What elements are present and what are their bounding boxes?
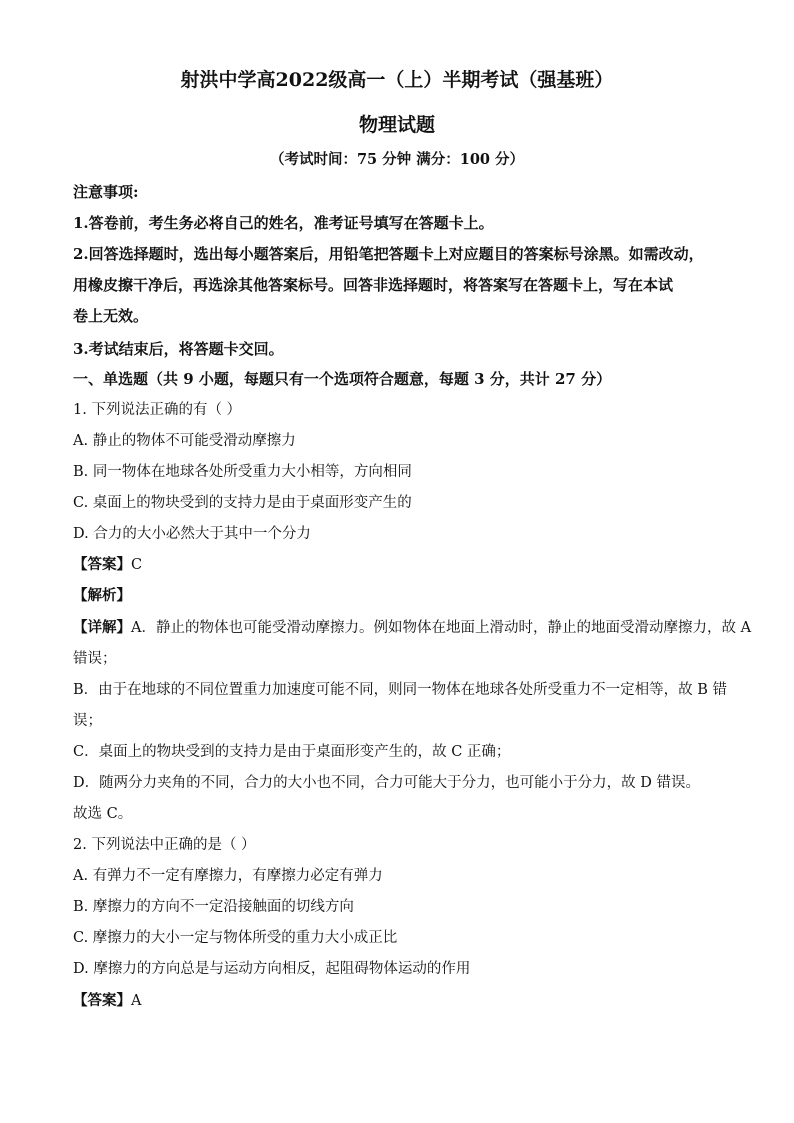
question-stem: 1. 下列说法正确的有（ ） — [73, 402, 242, 418]
detail-line: 故选 C。 — [73, 806, 133, 822]
question-stem: 2. 下列说法中正确的是（ ） — [73, 837, 256, 853]
exam-info: （考试时间：75 分钟 满分：100 分） — [269, 151, 525, 168]
option: C. 桌面上的物块受到的支持力是由于桌面形变产生的 — [73, 495, 412, 511]
detail-label: 【详解】 — [73, 619, 131, 636]
option: A. 有弹力不一定有摩擦力，有摩擦力必定有弹力 — [73, 868, 383, 884]
notes-heading: 注意事项: — [73, 183, 139, 201]
answer-value: A — [131, 993, 142, 1009]
note-item: 1.答卷前，考生务必将自己的姓名，准考证号填写在答题卡上。 — [73, 214, 494, 232]
option: A. 静止的物体不可能受滑动摩擦力 — [73, 433, 296, 449]
option: B. 同一物体在地球各处所受重力大小相等，方向相同 — [73, 464, 412, 480]
analysis-label: 【解析】 — [73, 587, 131, 604]
answer-line — [73, 991, 141, 1011]
detail-line — [73, 618, 751, 638]
detail-line: B．由于在地球的不同位置重力加速度可能不同，则同一物体在地球各处所受重力不一定相等，故 B 错 — [73, 682, 728, 698]
option: C. 摩擦力的大小一定与物体所受的重力大小成正比 — [73, 930, 398, 946]
note-item: 用橡皮擦干净后，再选涂其他答案标号。回答非选择题时，将答案写在答题卡上，写在本试 — [73, 276, 674, 294]
detail-line: D．随两分力夹角的不同，合力的大小也不同，合力可能大于分力，也可能小于分力，故 D 错误。 — [73, 775, 700, 791]
answer-value: C — [131, 557, 143, 573]
section-heading: 一、单选题（共 9 小题，每题只有一个选项符合题意，每题 3 分，共计 27 分） — [73, 370, 612, 388]
option: B. 摩擦力的方向不一定沿接触面的切线方向 — [73, 899, 354, 915]
detail-line: 误； — [73, 713, 102, 729]
note-item: 卷上无效。 — [73, 307, 149, 325]
detail-line: C．桌面上的物块受到的支持力是由于桌面形变产生的，故 C 正确； — [73, 744, 511, 760]
detail-text: A．静止的物体也可能受滑动摩擦力。例如物体在地面上滑动时，静止的地面受滑动摩擦力，故 A — [131, 620, 752, 636]
option: D. 摩擦力的方向总是与运动方向相反，起阻碍物体运动的作用 — [73, 961, 471, 977]
detail-line: 错误； — [73, 651, 117, 667]
option: D. 合力的大小必然大于其中一个分力 — [73, 526, 311, 542]
answer-line — [73, 555, 142, 575]
note-item: 2.回答选择题时，选出每小题答案后，用铅笔把答题卡上对应题目的答案标号涂黑。如需改动， — [73, 245, 704, 263]
subject-title: 物理试题 — [358, 114, 435, 136]
note-item: 3.考试结束后，将答题卡交回。 — [73, 340, 284, 358]
answer-label: 【答案】 — [73, 992, 131, 1009]
exam-title: 射洪中学高2022级高一（上）半期考试（强基班） — [180, 69, 614, 91]
answer-label: 【答案】 — [73, 556, 131, 573]
